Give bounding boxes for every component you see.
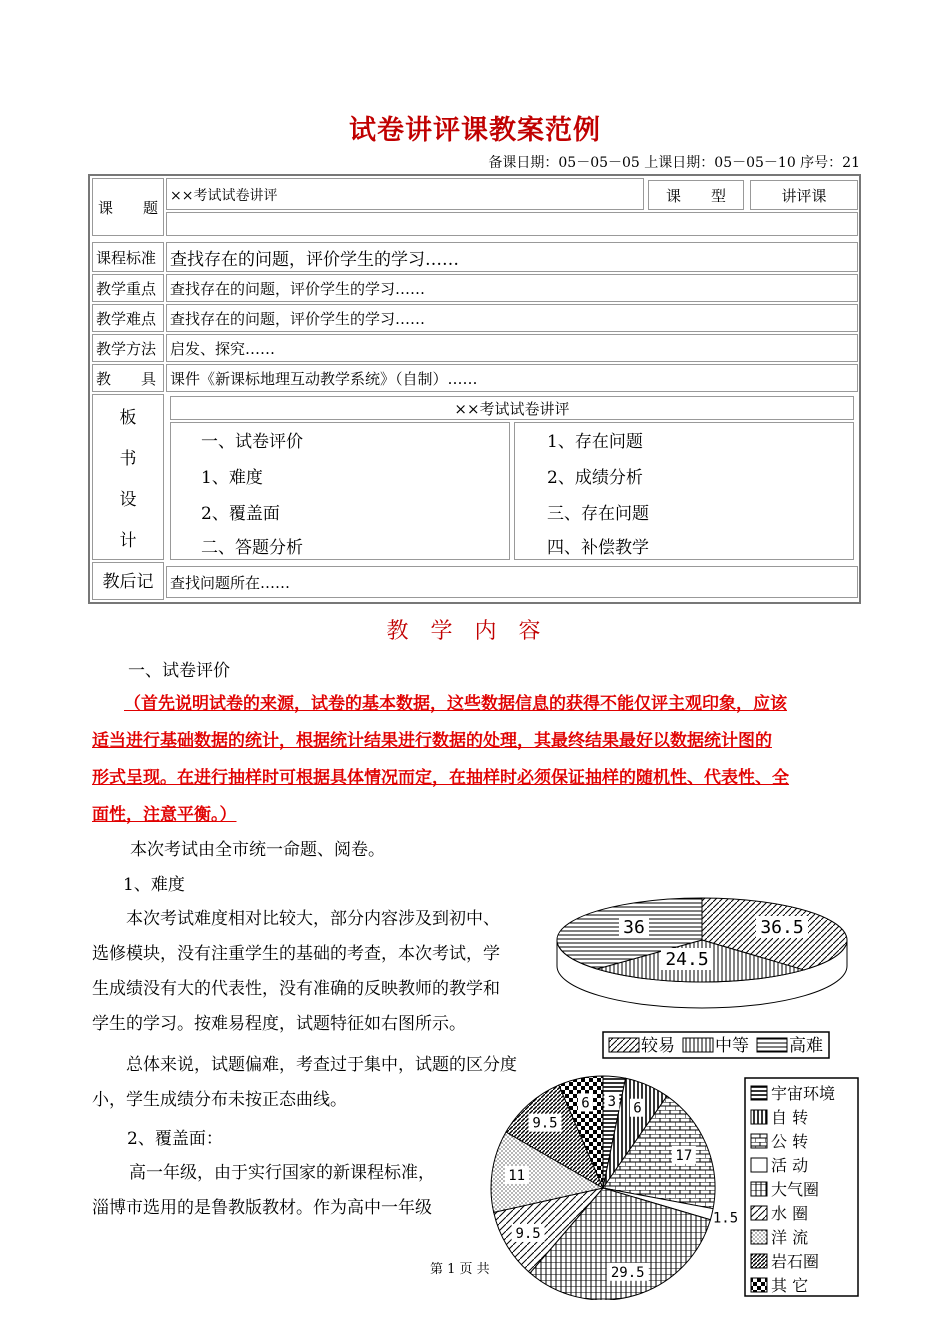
board-label: 板 书 设 计: [92, 394, 164, 560]
type-label: 课 型: [648, 180, 744, 210]
note-line: 面性，注意平衡。）: [92, 805, 237, 825]
summary-text: 总体来说，试题偏难，考查过于集中，试题的区分度 小，学生成绩分布未按正态曲线。: [92, 1055, 517, 1110]
coverage-text: 高一年级，由于实行国家的新课程标准， 淄博市选用的是鲁教版教材。作为高中一年级: [92, 1163, 435, 1218]
legend-swatch: [609, 1038, 639, 1052]
legend-label: 活 动: [771, 1156, 809, 1175]
type-value: 讲评课: [750, 180, 858, 210]
legend-swatch: [751, 1158, 767, 1172]
legend-label: 中等: [715, 1036, 749, 1056]
legend-swatch: [751, 1110, 767, 1124]
data-label: 24.5: [665, 949, 709, 970]
section-title: 教学内容: [386, 619, 563, 644]
legend-label: 洋 流: [771, 1228, 809, 1247]
legend-label: 宇宙环境: [771, 1084, 836, 1103]
row-label: 教学重点: [92, 274, 164, 302]
data-label: 36.5: [760, 917, 804, 938]
data-label: 6: [581, 1095, 590, 1112]
row-label: 教学难点: [92, 304, 164, 332]
row-value: 查找存在的问题，评价学生的学习……: [166, 304, 858, 332]
after-label: 教后记: [92, 562, 164, 600]
heading-3: 2、覆盖面：: [127, 1129, 223, 1149]
legend-swatch: [683, 1038, 713, 1052]
note-block: [92, 686, 862, 834]
legend-label: 公 转: [771, 1132, 809, 1151]
legend-swatch: [751, 1206, 767, 1220]
legend-swatch: [751, 1230, 767, 1244]
data-label: 17: [675, 1147, 693, 1164]
legend-label: 高难: [789, 1036, 823, 1056]
data-label: 9.5: [532, 1115, 558, 1132]
legend-label: 较易: [641, 1036, 675, 1056]
note-line: 适当进行基础数据的统计，根据统计结果进行数据的处理，其最终结果最好以数据统计图的: [92, 731, 772, 751]
data-label: 11: [508, 1167, 526, 1184]
row-value: 查找存在的问题，评价学生的学习……: [166, 274, 858, 302]
data-label: 9.5: [515, 1225, 541, 1242]
page-title: 试卷讲评课教案范例: [349, 115, 601, 146]
legend-label: 自 转: [771, 1108, 809, 1127]
coverage-pie-chart: [485, 1070, 860, 1300]
legend-swatch: [751, 1134, 767, 1148]
heading-1: 一、试卷评价: [128, 661, 230, 681]
row-label: 教学方法: [92, 334, 164, 362]
row-label: 课程标准: [92, 242, 164, 272]
row-value: 启发、探究……: [166, 334, 858, 362]
data-label: 36: [623, 917, 645, 938]
legend-swatch: [751, 1086, 767, 1100]
legend-swatch: [751, 1254, 767, 1268]
topic-value: ××考试试卷讲评: [166, 178, 644, 210]
legend-label: 其 它: [771, 1276, 809, 1295]
legend-label: 岩石圈: [771, 1252, 820, 1271]
topic-blank: [166, 212, 858, 236]
legend-label: 水 圈: [771, 1204, 809, 1223]
topic-label: 课 题: [92, 178, 164, 236]
note-line: 形式呈现。在进行抽样时可根据具体情况而定，在抽样时必须保证抽样的随机性、代表性、全: [92, 768, 789, 788]
paragraph: 本次考试由全市统一命题、阅卷。: [130, 840, 385, 860]
heading-2: 1、难度: [123, 875, 185, 895]
legend-swatch: [751, 1278, 767, 1292]
row-value: 课件《新课标地理互动教学系统》（自制）……: [166, 364, 858, 392]
difficulty-text: 本次考试难度相对比较大，部分内容涉及到初中、 选修模块，没有注重学生的基础的考查，本次考试，学 生成绩没有大的代表性，没有准确的反映教师的教学和 学生的学习。按难易程度，试题特征如右图所示。: [92, 909, 500, 1034]
board-title: ××考试试卷讲评: [170, 396, 854, 420]
page-footer: 第 1 页 共: [430, 1262, 490, 1277]
row-value: 查找存在的问题，评价学生的学习……: [166, 242, 858, 272]
note-line: （首先说明试卷的来源，试卷的基本数据，这些数据信息的获得不能仅评主观印象，应该: [124, 694, 787, 714]
date-line: 备课日期：05－05－05 上课日期：05－05－10 序号：21: [488, 155, 860, 171]
board-left: 一、试卷评价 1、难度 2、覆盖面 二、答题分析: [170, 422, 510, 560]
data-label: 6: [633, 1100, 642, 1117]
after-value: 查找问题所在……: [166, 566, 858, 598]
data-label: 1.5: [712, 1210, 739, 1227]
legend-swatch: [757, 1038, 787, 1052]
data-label: 3: [607, 1094, 617, 1111]
board-right: 1、存在问题 2、成绩分析 三、存在问题 四、补偿教学: [514, 422, 854, 560]
legend-label: 大气圈: [771, 1180, 820, 1199]
legend-swatch: [751, 1182, 767, 1196]
row-label: 教 具: [92, 364, 164, 392]
data-label: 29.5: [610, 1264, 645, 1281]
difficulty-pie-chart: [545, 890, 860, 1062]
